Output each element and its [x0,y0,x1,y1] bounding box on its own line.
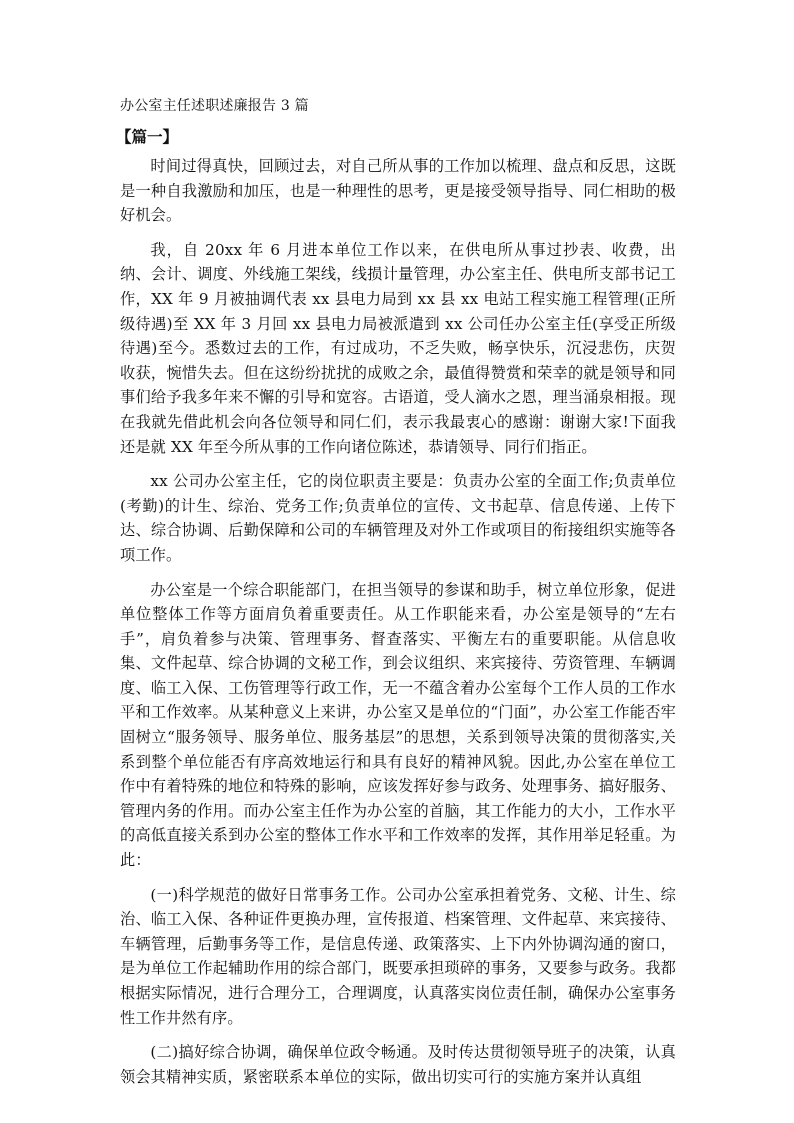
paragraph-intro: 时间过得真快，回顾过去，对自己所从事的工作加以梳理、盘点和反思，这既是一种自我激励和加压，也是一种理性的思考，更是接受领导指导、同仁相助的极好机会。 [120,157,676,225]
document-title: 办公室主任述职述廉报告 3 篇 [120,98,309,114]
paragraph-point-two: (二)搞好综合协调，确保单位政令畅通。及时传达贯彻领导班子的决策，认真领会其精神实质，紧密联系本单位的实际，做出切实可行的实施方案并认真组 [120,1043,676,1086]
paragraph-career: 我，自 20xx 年 6 月进本单位工作以来，在供电所从事过抄表、收费，出纳、会计、调度、外线施工架线，线损计量管理，办公室主任、供电所支部书记工作，XX 年 9 月被抽调代表 xx 县电力局到 xx 县 xx 电站工程实施工程管理(正所级待遇)至 XX 年 3 月回 xx 县电力局被派遣到 xx 公司任办公室主任(享受正所级待遇)至今。悉数过去的工作，有过成功，不乏失败，畅享快乐，沉浸悲伤，庆贺收获，惋惜失去。但在这纷纷扰扰的成败之余，最值得赞赏和荣幸的就是领导和同事们给予我多年来不懈的引导和宽容。古语道，受人滴水之恩，理当涌泉相报。现在我就先借此机会向各位领导和同仁们，表示我最衷心的感谢：谢谢大家!下面我还是就 XX 年至今所从事的工作向诸位陈述，恭请领导、同行们指正。 [120,240,676,456]
document-page [116,96,676,1099]
paragraph-point-one: (一)科学规范的做好日常事务工作。公司办公室承担着党务、文秘、计生、综治、临工入保、各种证件更换办理，宣传报道、档案管理、文件起草、来宾接待、车辆管理，后勤事务等工作，是信息传递、政策落实、上下内外协调沟通的窗口，是为单位工作起辅助作用的综合部门，既要承担琐碎的事务，又要参与政务。我都根据实际情况，进行合理分工，合理调度，认真落实岗位责任制，确保办公室事务性工作井然有序。 [120,885,676,1027]
paragraph-duties: xx 公司办公室主任，它的岗位职责主要是：负责办公室的全面工作;负责单位(考勤)的计生、综治、党务工作;负责单位的宣传、文书起草、信息传递、上传下达、综合协调、后勤保障和公司的车辆管理及对外工作或项目的衔接组织实施等各项工作。 [120,472,676,564]
section-heading: 【篇一】 [116,127,179,146]
paragraph-office-role: 办公室是一个综合职能部门，在担当领导的参谋和助手，树立单位形象，促进单位整体工作等方面肩负着重要责任。从工作职能来看，办公室是领导的“左右手”，肩负着参与决策、管理事务、督查落实、平衡左右的重要职能。从信息收集、文件起草、综合协调的文秘工作，到会议组织、来宾接待、劳资管理、车辆调度、临工入保、工伤管理等行政工作，无一不蕴含着办公室每个工作人员的工作水平和工作效率。从某种意义上来讲，办公室又是单位的“门面”，办公室工作能否牢固树立“服务领导、服务单位、服务基层”的思想，关系到领导决策的贯彻落实,关系到整个单位能否有序高效地运行和具有良好的精神风貌。因此,办公室在单位工作中有着特殊的地位和特殊的影响，应该发挥好参与政务、处理事务、搞好服务、管理内务的作用。而办公室主任作为办公室的首脑，其工作能力的大小，工作水平的高低直接关系到办公室的整体工作水平和工作效率的发挥，其作用举足轻重。为此： [120,580,676,870]
